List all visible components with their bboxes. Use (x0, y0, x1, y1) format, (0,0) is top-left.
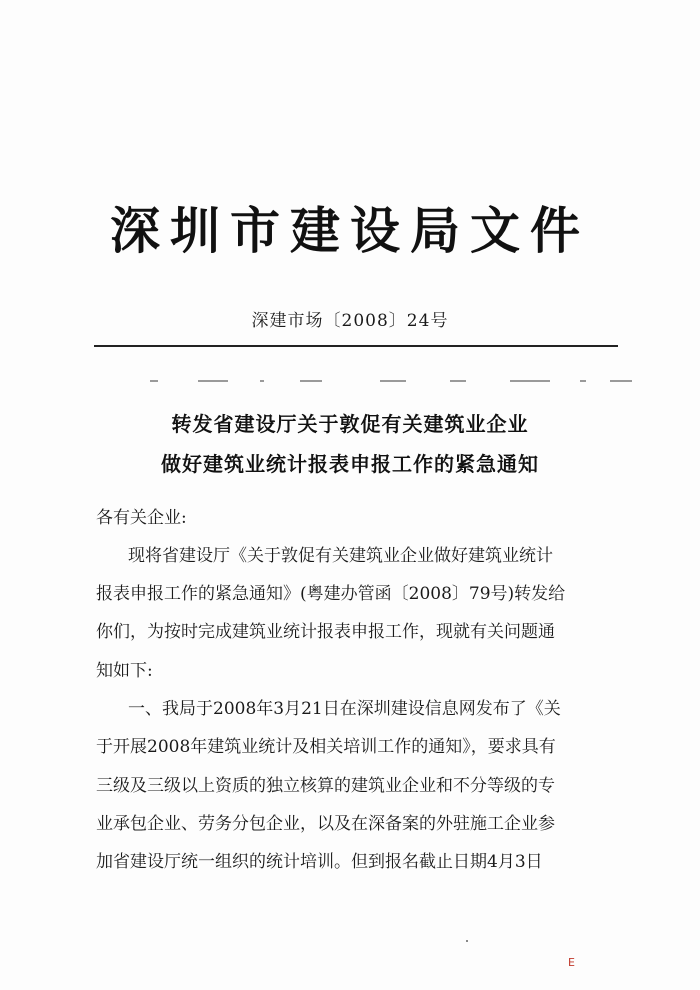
salutation: 各有关企业: (96, 508, 187, 528)
body-line-8: 业承包企业、劳务分包企业，以及在深备案的外驻施工企业参 (96, 814, 555, 834)
scan-speckles (150, 380, 650, 386)
document-number: 深建市场〔2008〕24号 (251, 311, 449, 331)
body-line-2: 报表申报工作的紧急通知》(粤建办管函〔2008〕79号)转发给 (96, 584, 566, 604)
body-line-3: 你们，为按时完成建筑业统计报表申报工作，现就有关问题通 (96, 622, 555, 642)
body-line-7: 三级及三级以上资质的独立核算的建筑业企业和不分等级的专 (96, 776, 555, 796)
scan-dot (466, 940, 468, 942)
body-line-9: 加省建设厅统一组织的统计培训。但到报名截止日期4月3日 (96, 852, 543, 872)
page-corner-mark: E (568, 956, 575, 969)
body-line-1: 现将省建设厅《关于敦促有关建筑业企业做好建筑业统计 (128, 546, 553, 566)
header-divider (94, 345, 618, 347)
body-line-4: 知如下: (96, 661, 153, 681)
notice-title-line-2: 做好建筑业统计报表申报工作的紧急通知 (161, 452, 539, 476)
notice-title-line-1: 转发省建设厅关于敦促有关建筑业企业 (171, 412, 529, 436)
body-line-5: 一、我局于2008年3月21日在深圳建设信息网发布了《关 (128, 699, 561, 719)
body-line-6: 于开展2008年建筑业统计及相关培训工作的通知》，要求具有 (96, 737, 556, 757)
agency-title: 深圳市建设局文件 (110, 201, 590, 260)
